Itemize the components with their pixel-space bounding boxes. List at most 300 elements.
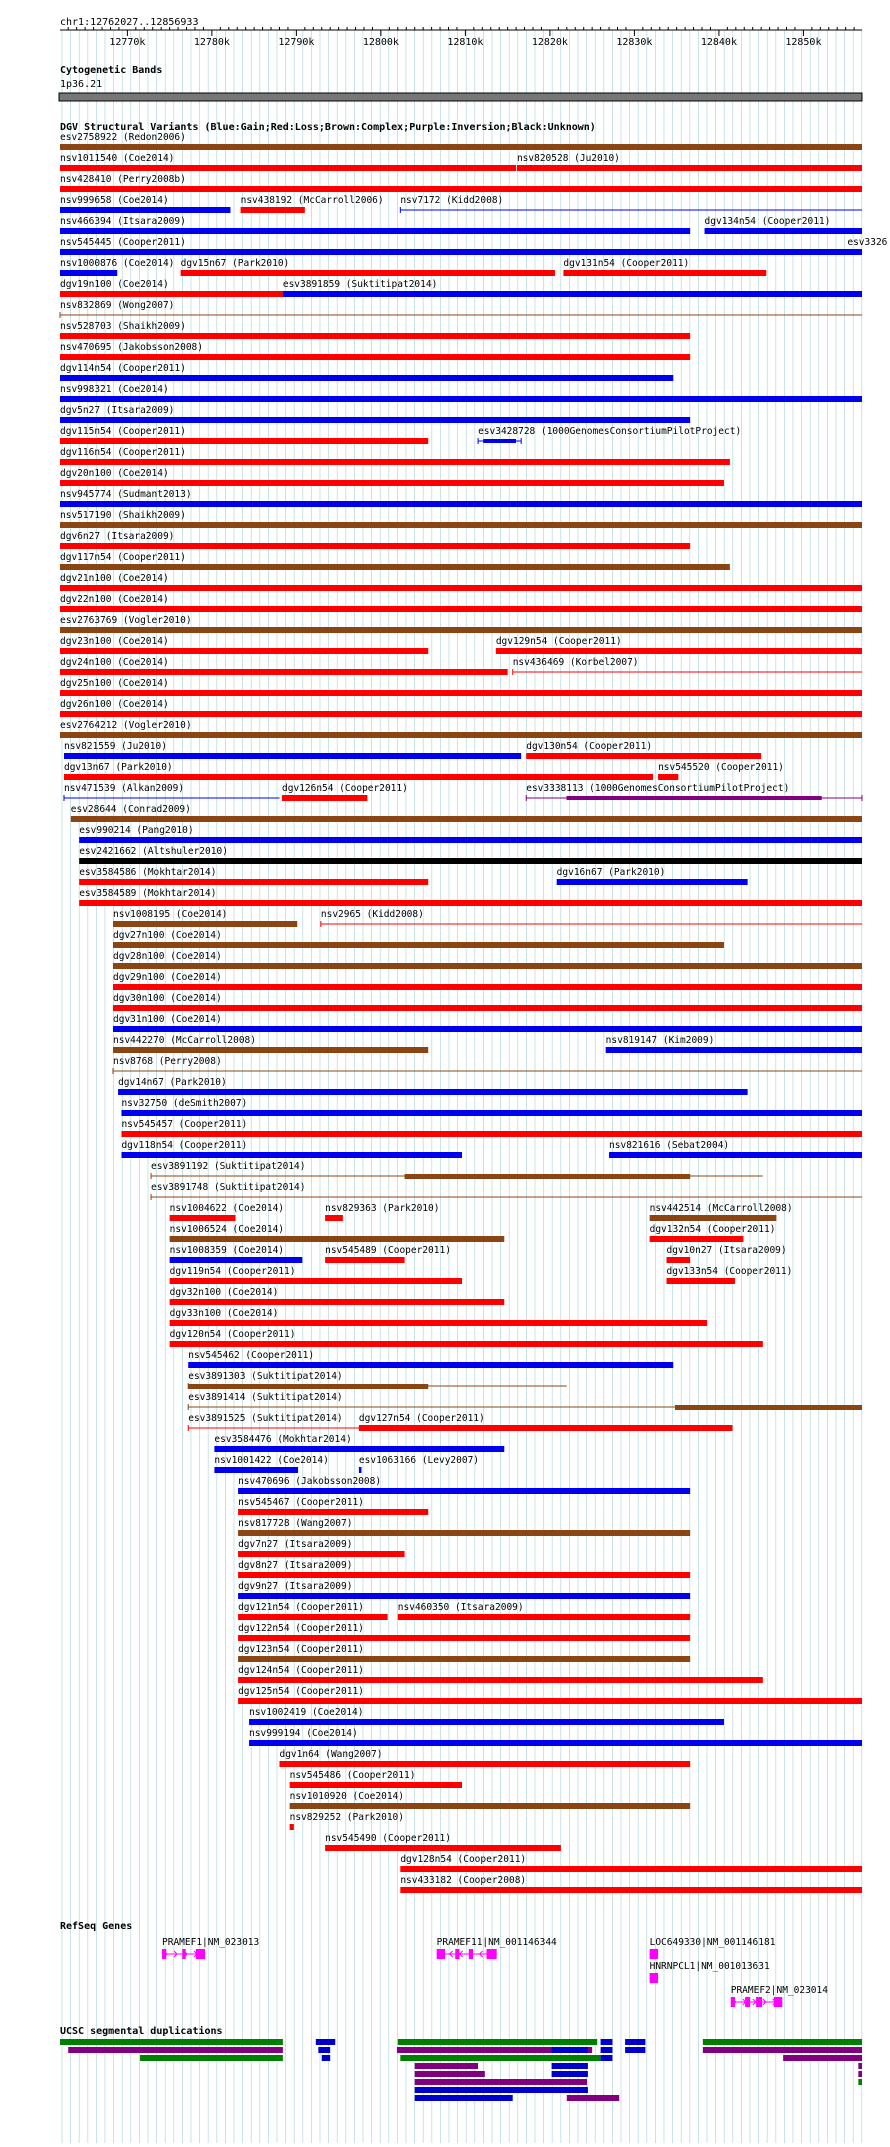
- sv-bar[interactable]: [170, 1299, 505, 1305]
- sv-bar[interactable]: [675, 1405, 862, 1410]
- sv-feature[interactable]: [238, 1497, 428, 1515]
- sv-label[interactable]: nsv821616 (Sebat2004): [609, 1140, 730, 1151]
- sv-bar[interactable]: [650, 1215, 777, 1221]
- sv-bar[interactable]: [60, 690, 862, 696]
- sv-feature[interactable]: [60, 342, 690, 360]
- sv-feature[interactable]: [609, 1140, 862, 1158]
- sv-label[interactable]: dgv14n67 (Park2010): [118, 1077, 227, 1088]
- sv-label[interactable]: esv2421662 (Altshuler2010): [79, 846, 228, 857]
- sv-bar[interactable]: [64, 753, 521, 759]
- sv-label[interactable]: dgv118n54 (Cooper2011): [121, 1140, 248, 1151]
- sv-feature[interactable]: [650, 1203, 793, 1221]
- sv-bar[interactable]: [60, 165, 516, 171]
- sv-bar[interactable]: [290, 1782, 462, 1788]
- sv-bar[interactable]: [60, 522, 862, 528]
- sv-bar[interactable]: [60, 585, 862, 591]
- sv-bar[interactable]: [325, 1257, 404, 1263]
- sv-feature[interactable]: [279, 1749, 690, 1767]
- gene-exon[interactable]: [756, 1997, 762, 2007]
- gene-label[interactable]: LOC649330|NM_001146181: [649, 1937, 776, 1948]
- sv-label[interactable]: nsv8768 (Perry2008): [113, 1056, 222, 1067]
- refseq-gene[interactable]: [162, 1937, 259, 1959]
- sv-label[interactable]: dgv127n54 (Cooper2011): [358, 1413, 485, 1424]
- sv-bar[interactable]: [188, 1384, 428, 1389]
- gene-exon[interactable]: [650, 1949, 658, 1959]
- sv-bar[interactable]: [290, 1824, 294, 1830]
- sv-label[interactable]: esv3338113 (1000GenomesConsortiumPilotProject): [526, 783, 790, 794]
- sv-feature[interactable]: [321, 909, 862, 927]
- sv-bar[interactable]: [170, 1320, 707, 1326]
- sv-label[interactable]: dgv126n54 (Cooper2011): [282, 783, 408, 794]
- sv-label[interactable]: dgv29n100 (Coe2014): [113, 972, 222, 983]
- sv-label[interactable]: nsv442270 (McCarroll2008): [113, 1035, 257, 1046]
- sv-label[interactable]: nsv1011540 (Coe2014): [60, 153, 175, 164]
- sv-bar[interactable]: [238, 1488, 690, 1494]
- sv-label[interactable]: dgv124n54 (Cooper2011): [238, 1665, 364, 1676]
- sv-label[interactable]: dgv8n27 (Itsara2009): [238, 1560, 353, 1571]
- sv-label[interactable]: nsv460350 (Itsara2009): [397, 1602, 524, 1613]
- segdup-block[interactable]: [552, 2071, 588, 2077]
- sv-feature[interactable]: [170, 1266, 462, 1284]
- sv-label[interactable]: nsv1008195 (Coe2014): [113, 909, 228, 920]
- sv-bar[interactable]: [60, 249, 862, 255]
- sv-label[interactable]: dgv114n54 (Cooper2011): [60, 363, 186, 374]
- sv-label[interactable]: dgv20n100 (Coe2014): [60, 468, 169, 479]
- segdup-block[interactable]: [415, 2087, 588, 2093]
- segdup-block[interactable]: [552, 2047, 588, 2053]
- segdup-block[interactable]: [415, 2095, 513, 2101]
- sv-label[interactable]: dgv6n27 (Itsara2009): [60, 531, 175, 542]
- sv-bar[interactable]: [557, 879, 748, 885]
- sv-feature[interactable]: [238, 1476, 690, 1494]
- gene-exon[interactable]: [455, 1949, 459, 1959]
- sv-bar[interactable]: [60, 606, 862, 612]
- gene-exon[interactable]: [487, 1949, 497, 1959]
- sv-label[interactable]: dgv130n54 (Cooper2011): [526, 741, 653, 752]
- sv-bar[interactable]: [238, 1635, 690, 1641]
- sv-label[interactable]: nsv442514 (McCarroll2008): [649, 1203, 793, 1214]
- sv-bar[interactable]: [667, 1257, 691, 1263]
- sv-feature[interactable]: [60, 216, 690, 234]
- segdup-block[interactable]: [60, 2039, 283, 2045]
- sv-bar[interactable]: [705, 228, 862, 234]
- sv-feature[interactable]: [113, 1035, 428, 1053]
- gene-exon[interactable]: [182, 1949, 185, 1959]
- segdup-block[interactable]: [625, 2047, 645, 2053]
- sv-bar[interactable]: [79, 900, 862, 906]
- sv-feature[interactable]: [526, 741, 761, 759]
- sv-label[interactable]: dgv125n54 (Cooper2011): [238, 1686, 364, 1697]
- sv-bar[interactable]: [60, 270, 117, 276]
- sv-label[interactable]: dgv123n54 (Cooper2011): [238, 1644, 364, 1655]
- sv-bar[interactable]: [60, 228, 690, 234]
- sv-feature[interactable]: [290, 1812, 404, 1830]
- sv-bar[interactable]: [238, 1656, 690, 1662]
- sv-feature[interactable]: [606, 1035, 862, 1053]
- gene-exon[interactable]: [437, 1949, 445, 1959]
- gene-label[interactable]: PRAMEF2|NM_023014: [730, 1985, 828, 1996]
- sv-bar[interactable]: [60, 207, 230, 213]
- sv-bar[interactable]: [181, 270, 555, 276]
- sv-feature[interactable]: [60, 363, 673, 381]
- sv-label[interactable]: dgv32n100 (Coe2014): [169, 1287, 279, 1298]
- sv-feature[interactable]: [188, 1350, 673, 1368]
- sv-label[interactable]: nsv832869 (Wong2007): [60, 300, 175, 311]
- sv-bar[interactable]: [121, 1152, 462, 1158]
- sv-feature[interactable]: [526, 783, 862, 801]
- sv-feature[interactable]: [238, 1623, 690, 1641]
- sv-label[interactable]: dgv120n54 (Cooper2011): [169, 1329, 296, 1340]
- sv-label[interactable]: nsv471539 (Alkan2009): [63, 783, 185, 794]
- sv-bar[interactable]: [359, 1467, 362, 1473]
- sv-feature[interactable]: [398, 1602, 690, 1620]
- sv-label[interactable]: esv3891748 (Suktitipat2014): [151, 1182, 306, 1193]
- sv-bar[interactable]: [238, 1593, 690, 1599]
- sv-label[interactable]: dgv134n54 (Cooper2011): [704, 216, 831, 227]
- segdup-block[interactable]: [415, 2079, 587, 2085]
- sv-label[interactable]: esv3584589 (Mokhtar2014): [79, 888, 217, 899]
- sv-bar[interactable]: [496, 648, 862, 654]
- sv-label[interactable]: dgv30n100 (Coe2014): [113, 993, 222, 1004]
- sv-label[interactable]: nsv545490 (Cooper2011): [325, 1833, 451, 1844]
- sv-feature[interactable]: [151, 1182, 862, 1200]
- segdup-block[interactable]: [601, 2047, 613, 2053]
- sv-feature[interactable]: [478, 426, 741, 444]
- sv-label[interactable]: nsv428410 (Perry2008b): [60, 174, 186, 185]
- sv-label[interactable]: dgv116n54 (Cooper2011): [60, 447, 186, 458]
- gene-label[interactable]: HNRNPCL1|NM_001013631: [649, 1961, 770, 1972]
- sv-label[interactable]: esv3891525 (Suktitipat2014): [188, 1413, 343, 1424]
- sv-feature[interactable]: [238, 1644, 690, 1662]
- sv-bar[interactable]: [60, 459, 730, 465]
- sv-bar[interactable]: [170, 1278, 462, 1284]
- sv-feature[interactable]: [290, 1770, 462, 1788]
- sv-feature[interactable]: [170, 1308, 707, 1326]
- sv-bar[interactable]: [279, 1761, 690, 1767]
- sv-label[interactable]: nsv32750 (deSmith2007): [121, 1098, 248, 1109]
- sv-label[interactable]: dgv19n100 (Coe2014): [60, 279, 169, 290]
- sv-feature[interactable]: [60, 636, 428, 654]
- sv-feature[interactable]: [658, 762, 784, 780]
- sv-bar[interactable]: [483, 439, 516, 443]
- sv-label[interactable]: dgv117n54 (Cooper2011): [60, 552, 186, 563]
- sv-feature[interactable]: [188, 1392, 862, 1410]
- sv-label[interactable]: esv3584586 (Mokhtar2014): [79, 867, 217, 878]
- sv-label[interactable]: nsv545457 (Cooper2011): [121, 1119, 248, 1130]
- sv-bar[interactable]: [60, 564, 730, 570]
- sv-label[interactable]: dgv27n100 (Coe2014): [113, 930, 222, 941]
- sv-label[interactable]: nsv829363 (Park2010): [325, 1203, 440, 1214]
- sv-feature[interactable]: [60, 531, 690, 549]
- sv-label[interactable]: dgv25n100 (Coe2014): [60, 678, 169, 689]
- sv-label[interactable]: dgv15n67 (Park2010): [180, 258, 290, 269]
- sv-feature[interactable]: [60, 195, 230, 213]
- sv-feature[interactable]: [188, 1371, 567, 1389]
- sv-feature[interactable]: [238, 1518, 690, 1536]
- sv-label[interactable]: nsv1002419 (Coe2014): [249, 1707, 364, 1718]
- sv-bar[interactable]: [60, 375, 673, 381]
- sv-bar[interactable]: [79, 837, 862, 843]
- sv-feature[interactable]: [60, 405, 690, 423]
- refseq-gene[interactable]: [650, 1961, 770, 1983]
- sv-bar[interactable]: [60, 543, 690, 549]
- sv-bar[interactable]: [60, 711, 862, 717]
- sv-label[interactable]: nsv999194 (Coe2014): [249, 1728, 358, 1739]
- sv-bar[interactable]: [64, 774, 653, 780]
- sv-label[interactable]: nsv1001422 (Coe2014): [214, 1455, 329, 1466]
- sv-label[interactable]: esv2763769 (Vogler2010): [60, 615, 192, 626]
- sv-feature[interactable]: [557, 867, 748, 885]
- sv-label[interactable]: esv3891414 (Suktitipat2014): [188, 1392, 343, 1403]
- sv-bar[interactable]: [113, 921, 297, 927]
- sv-bar[interactable]: [60, 438, 428, 444]
- sv-label[interactable]: dgv24n100 (Coe2014): [60, 657, 169, 668]
- sv-bar[interactable]: [71, 816, 862, 822]
- sv-bar[interactable]: [567, 796, 822, 800]
- sv-label[interactable]: esv3428728 (1000GenomesConsortiumPilotProject): [478, 426, 742, 437]
- sv-label[interactable]: nsv545489 (Cooper2011): [325, 1245, 451, 1256]
- sv-label[interactable]: nsv999658 (Coe2014): [60, 195, 169, 206]
- sv-bar[interactable]: [60, 333, 690, 339]
- sv-bar[interactable]: [60, 417, 690, 423]
- sv-label[interactable]: dgv22n100 (Coe2014): [60, 594, 169, 605]
- sv-label[interactable]: dgv26n100 (Coe2014): [60, 699, 169, 710]
- sv-bar[interactable]: [405, 1174, 691, 1179]
- sv-feature[interactable]: [214, 1434, 504, 1452]
- sv-feature[interactable]: [151, 1161, 763, 1179]
- sv-label[interactable]: nsv821559 (Ju2010): [63, 741, 167, 752]
- sv-label[interactable]: nsv545467 (Cooper2011): [238, 1497, 364, 1508]
- sv-feature[interactable]: [79, 867, 428, 885]
- sv-label[interactable]: dgv129n54 (Cooper2011): [495, 636, 622, 647]
- sv-feature[interactable]: [79, 888, 862, 906]
- sv-bar[interactable]: [60, 480, 724, 486]
- sv-label[interactable]: dgv21n100 (Coe2014): [60, 573, 169, 584]
- sv-bar[interactable]: [118, 1089, 748, 1095]
- sv-bar[interactable]: [121, 1131, 862, 1137]
- segdup-block[interactable]: [68, 2047, 283, 2053]
- sv-feature[interactable]: [238, 1686, 862, 1704]
- sv-feature[interactable]: [113, 909, 297, 927]
- sv-label[interactable]: nsv545462 (Cooper2011): [188, 1350, 315, 1361]
- sv-feature[interactable]: [847, 237, 887, 255]
- sv-feature[interactable]: [241, 195, 384, 213]
- sv-label[interactable]: dgv33n100 (Coe2014): [169, 1308, 279, 1319]
- gene-exon[interactable]: [731, 1997, 735, 2007]
- cytoband-bar[interactable]: [59, 93, 862, 101]
- sv-bar[interactable]: [517, 165, 862, 171]
- sv-bar[interactable]: [113, 963, 862, 969]
- sv-feature[interactable]: [290, 1791, 691, 1809]
- segdup-block[interactable]: [858, 2071, 862, 2077]
- sv-bar[interactable]: [238, 1677, 763, 1683]
- sv-label[interactable]: nsv829252 (Park2010): [289, 1812, 405, 1823]
- sv-bar[interactable]: [325, 1215, 343, 1221]
- sv-bar[interactable]: [241, 207, 305, 213]
- sv-bar[interactable]: [170, 1236, 505, 1242]
- sv-feature[interactable]: [325, 1203, 439, 1221]
- sv-feature[interactable]: [325, 1833, 561, 1851]
- sv-bar[interactable]: [60, 648, 428, 654]
- sv-label[interactable]: nsv998321 (Coe2014): [60, 384, 169, 395]
- sv-bar[interactable]: [113, 1026, 862, 1032]
- sv-bar[interactable]: [60, 669, 508, 675]
- sv-label[interactable]: dgv119n54 (Cooper2011): [169, 1266, 296, 1277]
- segdup-block[interactable]: [140, 2055, 283, 2061]
- sv-bar[interactable]: [60, 354, 690, 360]
- segdup-block[interactable]: [601, 2039, 613, 2045]
- sv-label[interactable]: nsv7172 (Kidd2008): [400, 195, 504, 206]
- segdup-block[interactable]: [400, 2055, 600, 2061]
- sv-label[interactable]: nsv1006524 (Coe2014): [169, 1224, 285, 1235]
- sv-feature[interactable]: [667, 1245, 787, 1263]
- sv-label[interactable]: nsv545486 (Cooper2011): [289, 1770, 416, 1781]
- refseq-gene[interactable]: [731, 1985, 829, 2007]
- segdup-block[interactable]: [858, 2063, 862, 2069]
- sv-bar[interactable]: [563, 270, 766, 276]
- sv-feature[interactable]: [563, 258, 766, 276]
- sv-label[interactable]: esv2764212 (Vogler2010): [60, 720, 192, 731]
- sv-label[interactable]: nsv1000876 (Coe2014): [60, 258, 175, 269]
- sv-label[interactable]: dgv133n54 (Cooper2011): [666, 1266, 793, 1277]
- sv-label[interactable]: dgv7n27 (Itsara2009): [238, 1539, 353, 1550]
- sv-label[interactable]: dgv16n67 (Park2010): [556, 867, 666, 878]
- gene-exon[interactable]: [162, 1949, 166, 1959]
- sv-label[interactable]: dgv28n100 (Coe2014): [113, 951, 222, 962]
- sv-label[interactable]: nsv528703 (Shaikh2009): [60, 321, 186, 332]
- segdup-block[interactable]: [415, 2063, 478, 2069]
- sv-bar[interactable]: [121, 1110, 862, 1116]
- sv-bar[interactable]: [60, 501, 862, 507]
- sv-label[interactable]: esv1063166 (Levy2007): [358, 1455, 480, 1466]
- sv-label[interactable]: esv990214 (Pang2010): [79, 825, 194, 836]
- sv-label[interactable]: dgv131n54 (Cooper2011): [563, 258, 690, 269]
- sv-label[interactable]: nsv820528 (Ju2010): [516, 153, 620, 164]
- sv-label[interactable]: esv3891859 (Suktitipat2014): [282, 279, 438, 290]
- sv-label[interactable]: nsv470696 (Jakobsson2008): [238, 1476, 382, 1487]
- refseq-gene[interactable]: [650, 1937, 776, 1959]
- sv-label[interactable]: dgv10n27 (Itsara2009): [666, 1245, 787, 1256]
- sv-label[interactable]: esv3891303 (Suktitipat2014): [188, 1371, 343, 1382]
- sv-bar[interactable]: [400, 1866, 862, 1872]
- sv-feature[interactable]: [60, 426, 428, 444]
- sv-label[interactable]: nsv470695 (Jakobsson2008): [60, 342, 203, 353]
- sv-bar[interactable]: [170, 1341, 763, 1347]
- sv-label[interactable]: dgv122n54 (Cooper2011): [238, 1623, 364, 1634]
- sv-feature[interactable]: [238, 1602, 388, 1620]
- sv-label[interactable]: esv3326: [847, 237, 888, 248]
- sv-label[interactable]: nsv1004622 (Coe2014): [169, 1203, 285, 1214]
- sv-bar[interactable]: [60, 291, 288, 297]
- sv-label[interactable]: esv28644 (Conrad2009): [70, 804, 191, 815]
- sv-feature[interactable]: [513, 657, 862, 675]
- sv-label[interactable]: dgv1n64 (Wang2007): [279, 1749, 383, 1760]
- refseq-gene[interactable]: [437, 1937, 557, 1959]
- sv-label[interactable]: nsv1008359 (Coe2014): [169, 1245, 285, 1256]
- segdup-block[interactable]: [783, 2055, 862, 2061]
- sv-bar[interactable]: [290, 1803, 691, 1809]
- segdup-block[interactable]: [552, 2063, 588, 2069]
- sv-bar[interactable]: [658, 774, 678, 780]
- sv-feature[interactable]: [79, 825, 862, 843]
- sv-feature[interactable]: [64, 762, 653, 780]
- sv-feature[interactable]: [359, 1413, 733, 1431]
- sv-label[interactable]: dgv132n54 (Cooper2011): [649, 1224, 776, 1235]
- sv-feature[interactable]: [170, 1203, 284, 1221]
- sv-label[interactable]: dgv9n27 (Itsara2009): [238, 1581, 353, 1592]
- segdup-block[interactable]: [567, 2095, 619, 2101]
- segdup-block[interactable]: [601, 2055, 613, 2061]
- sv-feature[interactable]: [60, 468, 724, 486]
- sv-bar[interactable]: [79, 879, 428, 885]
- sv-label[interactable]: dgv23n100 (Coe2014): [60, 636, 169, 647]
- gene-label[interactable]: PRAMEF11|NM_001146344: [436, 1937, 557, 1948]
- sv-label[interactable]: nsv819147 (Kim2009): [605, 1035, 715, 1046]
- sv-label[interactable]: esv3891192 (Suktitipat2014): [151, 1161, 306, 1172]
- sv-label[interactable]: nsv945774 (Sudmant2013): [60, 489, 192, 500]
- sv-bar[interactable]: [609, 1152, 862, 1158]
- sv-bar[interactable]: [113, 1005, 862, 1011]
- sv-bar[interactable]: [113, 1047, 428, 1053]
- sv-feature[interactable]: [64, 783, 279, 801]
- sv-feature[interactable]: [60, 153, 516, 171]
- sv-bar[interactable]: [60, 627, 862, 633]
- sv-label[interactable]: nsv433182 (Cooper2008): [400, 1875, 527, 1886]
- sv-bar[interactable]: [238, 1614, 388, 1620]
- sv-bar[interactable]: [60, 186, 862, 192]
- sv-feature[interactable]: [650, 1224, 776, 1242]
- segdup-block[interactable]: [703, 2039, 862, 2045]
- segdup-block[interactable]: [858, 2079, 862, 2085]
- sv-label[interactable]: esv3584476 (Mokhtar2014): [214, 1434, 352, 1445]
- sv-bar[interactable]: [526, 753, 761, 759]
- sv-bar[interactable]: [282, 795, 367, 801]
- sv-bar[interactable]: [238, 1530, 690, 1536]
- sv-bar[interactable]: [249, 1719, 724, 1725]
- sv-feature[interactable]: [181, 258, 555, 276]
- sv-label[interactable]: nsv438192 (McCarroll2006): [240, 195, 384, 206]
- segdup-block[interactable]: [703, 2047, 862, 2053]
- sv-label[interactable]: dgv13n67 (Park2010): [63, 762, 173, 773]
- sv-feature[interactable]: [249, 1707, 724, 1725]
- segdup-block[interactable]: [322, 2055, 330, 2061]
- sv-feature[interactable]: [359, 1455, 479, 1473]
- sv-bar[interactable]: [113, 984, 862, 990]
- sv-label[interactable]: nsv2965 (Kidd2008): [320, 909, 424, 920]
- sv-feature[interactable]: [238, 1581, 690, 1599]
- sv-feature[interactable]: [79, 846, 862, 864]
- sv-bar[interactable]: [60, 732, 862, 738]
- segdup-block[interactable]: [398, 2039, 597, 2045]
- segdup-block[interactable]: [316, 2039, 335, 2045]
- sv-label[interactable]: nsv466394 (Itsara2009): [60, 216, 186, 227]
- sv-label[interactable]: nsv517190 (Shaikh2009): [60, 510, 186, 521]
- sv-bar[interactable]: [188, 1362, 673, 1368]
- sv-feature[interactable]: [121, 1140, 462, 1158]
- sv-bar[interactable]: [60, 144, 862, 150]
- sv-feature[interactable]: [60, 321, 690, 339]
- sv-label[interactable]: dgv115n54 (Cooper2011): [60, 426, 186, 437]
- sv-bar[interactable]: [359, 1425, 733, 1431]
- sv-bar[interactable]: [238, 1509, 428, 1515]
- sv-feature[interactable]: [283, 279, 862, 297]
- sv-feature[interactable]: [667, 1266, 793, 1284]
- sv-feature[interactable]: [705, 216, 862, 234]
- sv-feature[interactable]: [64, 741, 521, 759]
- segdup-block[interactable]: [415, 2071, 485, 2077]
- sv-bar[interactable]: [170, 1257, 303, 1263]
- gene-label[interactable]: PRAMEF1|NM_023013: [162, 1937, 260, 1948]
